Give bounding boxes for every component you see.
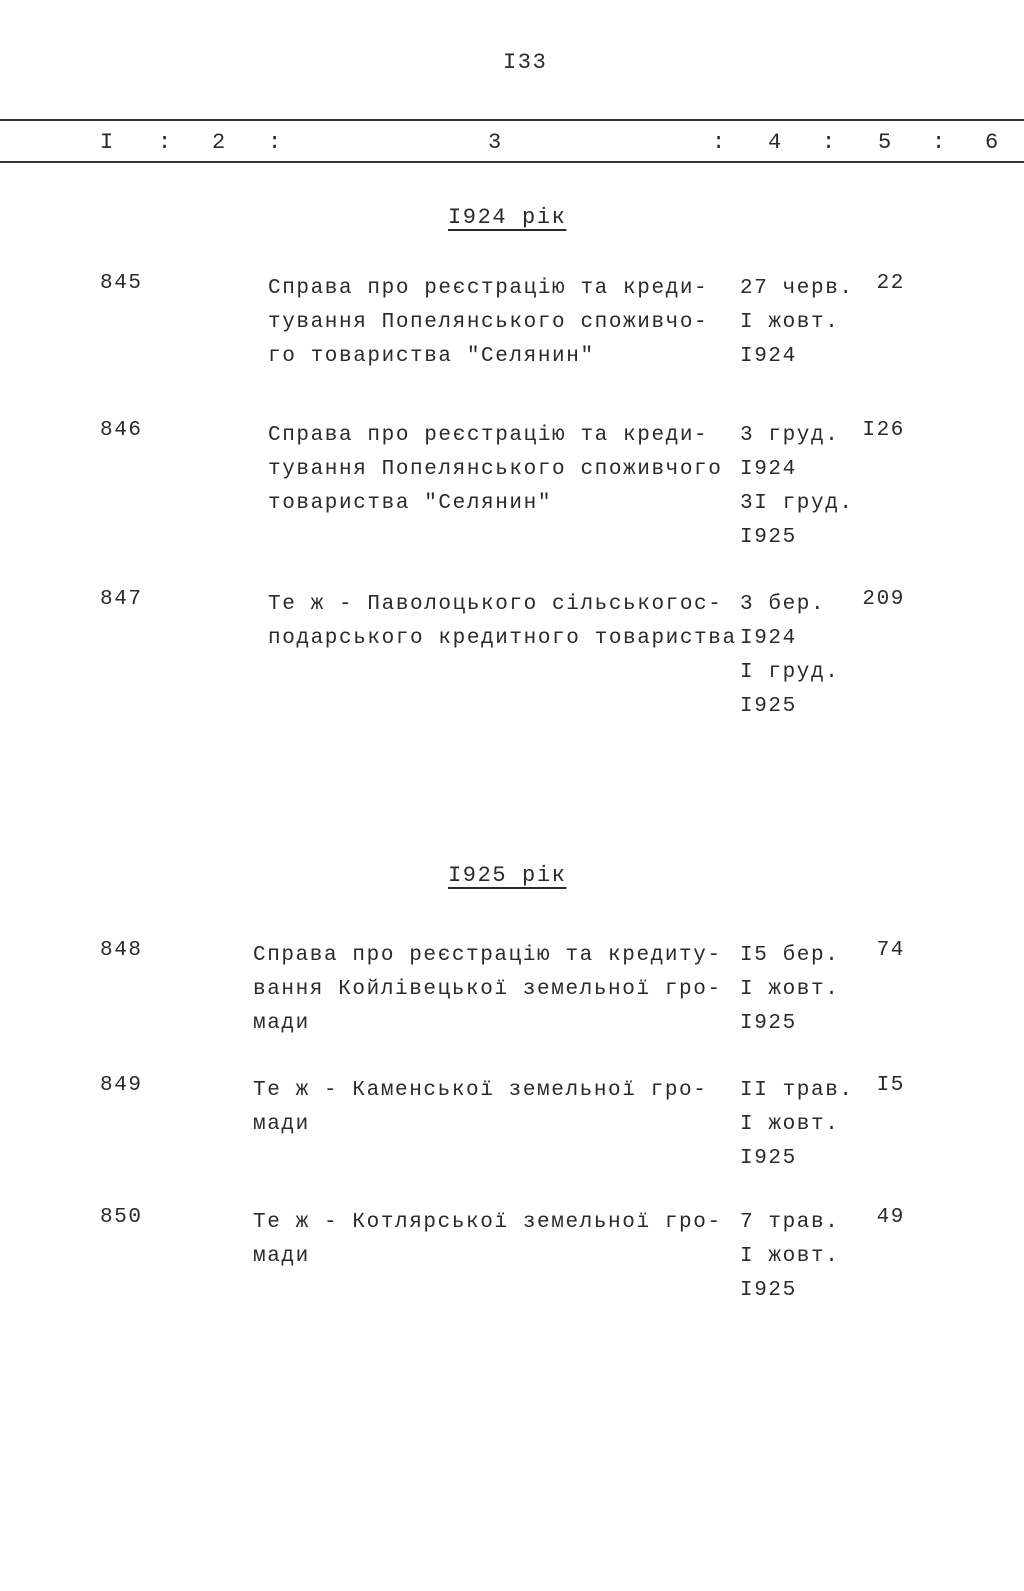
- year-heading: I925 рік: [448, 863, 567, 888]
- description-line: тування Попелянського споживчого: [268, 458, 723, 481]
- column-separator: :: [712, 130, 727, 155]
- description-line: го товариства "Селянин": [268, 345, 595, 368]
- date-line: I925: [740, 695, 797, 718]
- description-line: вання Койлівецької земельної гро-: [253, 978, 722, 1001]
- case-number: 847: [100, 588, 143, 611]
- date-line: I925: [740, 1147, 797, 1170]
- case-dates: [740, 272, 854, 374]
- column-separator: :: [158, 130, 173, 155]
- column-header: I: [100, 130, 115, 155]
- column-separator: :: [822, 130, 837, 155]
- date-line: I925: [740, 1012, 797, 1035]
- case-dates: [740, 1206, 839, 1308]
- column-separator: :: [932, 130, 947, 155]
- case-number: 848: [100, 939, 143, 962]
- case-dates: [740, 588, 839, 724]
- date-line: 7 трав.: [740, 1211, 840, 1234]
- case-dates: [740, 1074, 854, 1176]
- date-line: I груд.: [740, 661, 840, 684]
- case-description: [253, 939, 722, 1041]
- description-line: Справа про реєстрацію та креди-: [268, 424, 709, 447]
- header-bottom-rule: [0, 161, 1024, 163]
- case-description: [253, 1074, 707, 1142]
- case-number: 846: [100, 419, 143, 442]
- case-dates: [740, 419, 854, 555]
- description-line: подарського кредитного товариства: [268, 627, 737, 650]
- sheet-count: 22: [876, 272, 905, 295]
- date-line: 3 бер.: [740, 593, 826, 616]
- case-description: [268, 588, 737, 656]
- date-line: I924: [740, 627, 797, 650]
- description-line: Те ж - Каменської земельної гро-: [253, 1079, 708, 1102]
- case-number: 849: [100, 1074, 143, 1097]
- year-heading: I924 рік: [448, 205, 567, 230]
- column-header: 2: [212, 130, 227, 155]
- case-description: [253, 1206, 722, 1274]
- date-line: I925: [740, 1279, 797, 1302]
- description-line: тування Попелянського споживчо-: [268, 311, 709, 334]
- date-line: 27 черв.: [740, 277, 854, 300]
- date-line: 3 груд.: [740, 424, 840, 447]
- sheet-count: I26: [862, 419, 905, 442]
- column-header: 5: [878, 130, 893, 155]
- description-line: мади: [253, 1012, 310, 1035]
- column-separator: :: [268, 130, 283, 155]
- date-line: I жовт.: [740, 1245, 840, 1268]
- date-line: II трав.: [740, 1079, 854, 1102]
- column-header: 4: [768, 130, 783, 155]
- column-header: 6: [985, 130, 1000, 155]
- date-line: 3I груд.: [740, 492, 854, 515]
- date-line: I925: [740, 526, 797, 549]
- date-line: I жовт.: [740, 311, 840, 334]
- description-line: Те ж - Паволоцького сільськогос-: [268, 593, 723, 616]
- date-line: I5 бер.: [740, 944, 840, 967]
- description-line: мади: [253, 1113, 310, 1136]
- case-number: 850: [100, 1206, 143, 1229]
- case-number: 845: [100, 272, 143, 295]
- column-header: 3: [488, 130, 503, 155]
- sheet-count: 49: [876, 1206, 905, 1229]
- header-top-rule: [0, 119, 1024, 121]
- sheet-count: I5: [876, 1074, 905, 1097]
- description-line: Справа про реєстрацію та креди-: [268, 277, 709, 300]
- sheet-count: 74: [876, 939, 905, 962]
- description-line: Справа про реєстрацію та кредиту-: [253, 944, 722, 967]
- sheet-count: 209: [862, 588, 905, 611]
- date-line: I жовт.: [740, 978, 840, 1001]
- description-line: товариства "Селянин": [268, 492, 553, 515]
- case-description: [268, 272, 708, 374]
- case-dates: [740, 939, 839, 1041]
- date-line: I жовт.: [740, 1113, 840, 1136]
- description-line: мади: [253, 1245, 310, 1268]
- date-line: I924: [740, 345, 797, 368]
- description-line: Те ж - Котлярської земельної гро-: [253, 1211, 722, 1234]
- case-description: [268, 419, 722, 521]
- date-line: I924: [740, 458, 797, 481]
- page-number: I33: [503, 50, 548, 75]
